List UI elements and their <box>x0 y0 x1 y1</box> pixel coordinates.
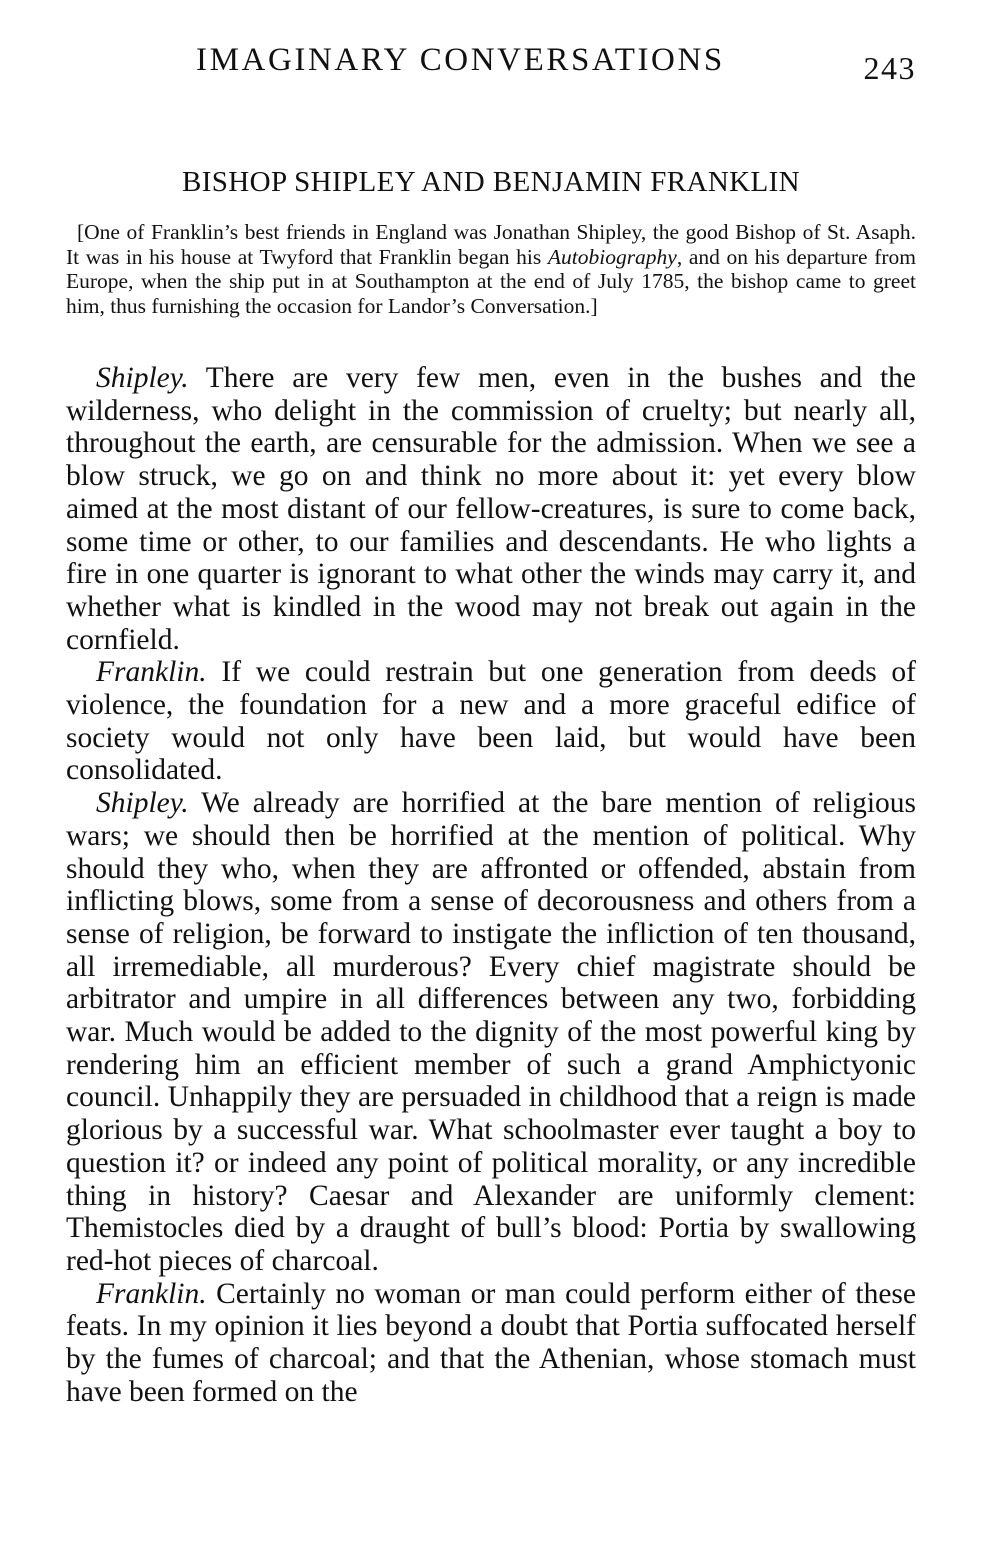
speech-paragraph <box>66 362 916 656</box>
speaker-name: Shipley. <box>96 362 189 394</box>
intro-note-book-title: Autobiography <box>547 244 677 269</box>
speaker-name: Shipley. <box>96 787 189 820</box>
speech-text: Certainly no woman or man could perform either of these feats. In my opinion it lies beyond a doubt that Portia suffocated herself by the fumes of charcoal; and that the Athenian, whose stomach must have been formed on the <box>66 1277 916 1408</box>
intro-note <box>66 220 916 318</box>
speaker-name: Franklin. <box>96 656 207 689</box>
dialogue <box>66 362 916 1409</box>
speech-paragraph <box>66 656 916 787</box>
running-head <box>66 42 916 92</box>
speech-text: We already are horrified at the bare mention of religious wars; we should then be horrified at the mention of political. Why should they who, when they are affronted or offended, abstain from inflicting blows, some from a sense of decorousness and others from a sense of religion, be forward to instigate the infliction of ten thousand, all irremediable, all murderous? Every chief magistrate should be arbitrator and umpire in all differences between any two, forbidding war. Much would be added to the dignity of the most powerful king by rendering him an efficient member of such a grand Amphictyonic council. Unhappily they are persuaded in childhood that a reign is made glorious by a successful war. What schoolmaster ever taught a boy to question it? or indeed any point of political morality, or any incredible thing in history? Caesar and Alexander are uniformly clement: Themistocles died by a draught of bull’s blood: Portia by swallowing red-hot pieces of charcoal. <box>66 787 916 1277</box>
running-title: IMAGINARY CONVERSATIONS <box>196 42 725 78</box>
speech-text: If we could restrain but one generation from deeds of violence, the foundation for a new and a more graceful edifice of society would not only have been laid, but would have been consolidated. <box>66 656 916 787</box>
speech-text: There are very few men, even in the bushes and the wilderness, who delight in the commission of cruelty; but nearly all, throughout the earth, are censurable for the admission. When we see a blow struck, we go on and think no more about it: yet every blow aimed at the most distant of our fellow-creatures, is sure to come back, some time or other, to our families and descendants. He who lights a fire in one quarter is ignorant to what other the winds may carry it, and whether what is kindled in the wood may not break out again in the cornfield. <box>66 362 916 656</box>
section-title: BISHOP SHIPLEY AND BENJAMIN FRANKLIN <box>181 166 801 198</box>
intro-note-text-before: [One of Franklin’s best friends in England was Jonathan Shipley, the good Bishop of St. Asaph. It was in his house at Twyford that Franklin began his <box>66 220 916 269</box>
intro-note-text-after: , and on his departure from Europe, when the ship put in at Southampton at the end of July 1785, the bishop came to greet him, thus furnishing the occasion for Landor’s Conversation.] <box>66 244 916 318</box>
speech-paragraph <box>66 1278 916 1409</box>
page-number: 243 <box>863 50 916 86</box>
speech-paragraph <box>66 787 916 1278</box>
speaker-name: Franklin. <box>96 1277 207 1310</box>
book-page <box>66 0 916 1549</box>
